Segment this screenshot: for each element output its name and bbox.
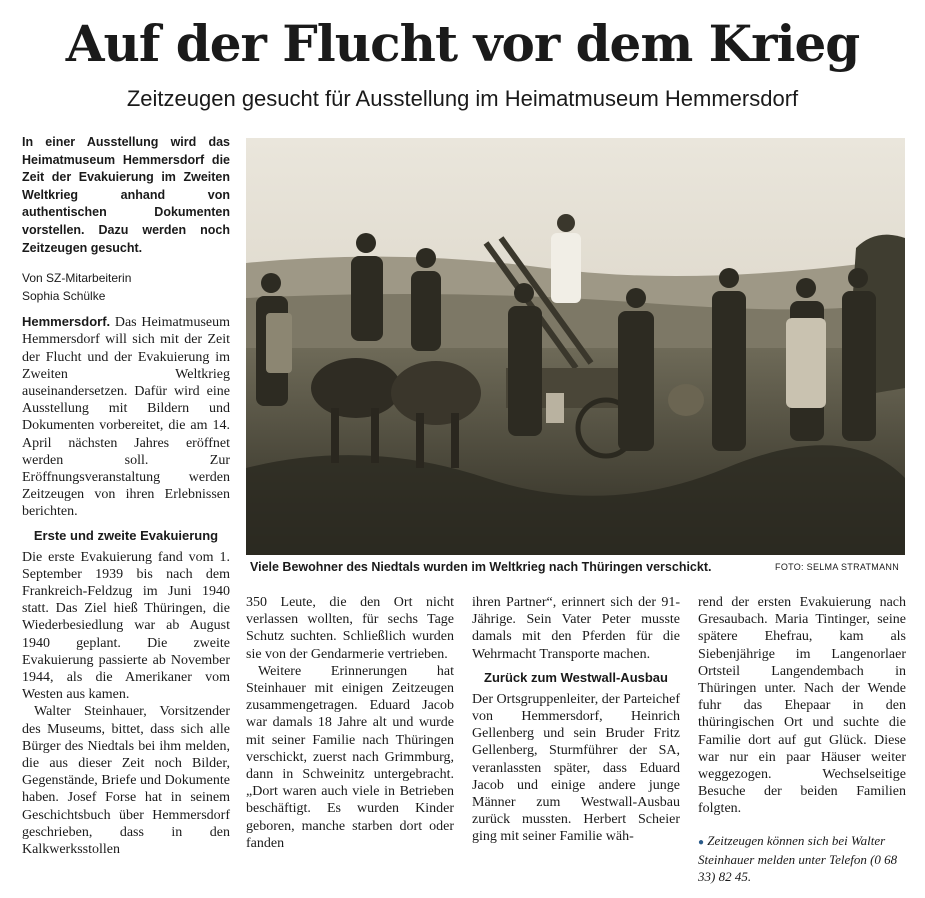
paragraph-7: rend der ersten Evakuierung nach Gresaubach. Maria Tintinger, seine spätere Ehefrau, kam als Siebenjährige im Langenorlaer Ortsteil Langendembach in Thüringen unter. Nach der Wende fuhr das Ehepaar in den thüringischen Ort und suchte die Familie dort auf gut Glück. Diese war nur ein paar Häuser weiter weggezogen. Wechselseitige Besuche der beiden Familien folgten. bbox=[698, 595, 906, 817]
lead-paragraph: In einer Ausstellung wird das Heimatmuseum Hemmersdorf die Zeit der Evakuierung im Zweiten Weltkrieg anhand von authentischen Dokumenten vorstellen. Dazu werden noch Zeitzeugen gesucht. bbox=[22, 135, 230, 255]
contact-note-text: Zeitzeugen können sich bei Walter Steinhauer melden unter Telefon (0 68 33) 82 45. bbox=[698, 832, 898, 885]
paragraph-6: Der Ortsgruppenleiter, der Parteichef von Hemmersdorf, Heinrich Gellenberg und sein Bruder Fritz Gellenberg, Sturmführer der SA, veranlassten später, dass Eduard Jacob und einige andere junge Männer zum Westwall-Ausbau zurück mussten. Herbert Scheier ging mit seiner Familie wäh- bbox=[472, 691, 680, 845]
byline-role: Von SZ-Mitarbeiterin bbox=[22, 271, 132, 286]
byline-author: Sophia Schülke bbox=[22, 289, 106, 304]
contact-note bbox=[698, 832, 906, 886]
subheading-evacuation: Erste und zweite Evakuierung bbox=[33, 527, 219, 543]
photo-caption-bar bbox=[246, 558, 905, 578]
paragraph-3: 350 Leute, die den Ort nicht verlassen wollten, für sechs Tage Schutz suchten. Schließlich wurden sie von der Gendarmerie vertrieben. bbox=[246, 595, 454, 662]
paragraph-4: Weitere Erinnerungen hat Steinhauer mit einigen Zeitzeugen zusammengetragen. Eduard Jacob war damals 18 Jahre alt und wurde mit seiner Familie nach Thüringen verschickt, zuerst nach Grimmburg, dann in Schweinitz untergebracht. „Dort waren auch viele in Betrieben beschäftigt. Es wurden Kinder geboren, manche starben dort oder fanden bbox=[246, 663, 454, 851]
subheading-westwall: Zurück zum Westwall-Ausbau bbox=[484, 669, 668, 685]
photo-caption: Viele Bewohner des Niedtals wurden im Weltkrieg nach Thüringen verschickt. bbox=[250, 560, 712, 574]
paragraph-5: ihren Partner“, erinnert sich der 91-Jährige. Sein Vater Peter musste damals mit den Pferden für die Wehrmacht Transporte machen. bbox=[472, 595, 680, 662]
column-3 bbox=[472, 594, 680, 846]
paragraph-1: Die erste Evakuierung fand vom 1. September 1939 bis nach dem Frankreich-Feldzug im Juni 1940 statt. Das Ziel hieß Thüringen, die Wiederbesiedlung war ab August 1940 geplant. Die zweite Evakuierung passierte ab November 1944, als die Amerikaner vom Westen aus kamen. bbox=[22, 549, 230, 703]
intro-text: Das Heimatmuseum Hemmersdorf will sich mit der Zeit der Flucht und der Evakuierung im Zweiten Weltkrieg auseinandersetzen. Dafür wird eine Ausstellung mit Bildern und Dokumenten vorbereitet, die am 14. April nächsten Jahres eröffnet werden soll. Zur Eröffnungsveranstaltung werden Zeitzeugen von ihren Erlebnissen berichten. bbox=[22, 315, 230, 520]
historic-photo bbox=[246, 138, 905, 555]
left-column bbox=[22, 134, 230, 858]
column-2 bbox=[246, 594, 454, 852]
subheadline: Zeitzeugen gesucht für Ausstellung im Heimatmuseum Hemmersdorf bbox=[126, 86, 799, 111]
dateline: Hemmersdorf. bbox=[22, 314, 111, 330]
paragraph-2: Walter Steinhauer, Vorsitzender des Museums, bittet, dass sich alle Bürger des Niedtals bei ihm melden, die aus dieser Zeit noch Bilder, Gegenstände, Briefe und Dokumente haben. Josef Forse hat in seinem Geschichtsbuch über Hemmersdorf geschrieben, dass in den Kalkwerksstollen bbox=[22, 704, 230, 858]
headline: Auf der Flucht vor dem Krieg bbox=[65, 14, 860, 73]
sepia-group-photo bbox=[246, 138, 905, 555]
column-4 bbox=[698, 594, 906, 898]
photo-credit: FOTO: SELMA STRATMANN bbox=[775, 562, 899, 572]
byline bbox=[22, 269, 230, 305]
intro-paragraph bbox=[22, 313, 230, 520]
bullet-icon: ● bbox=[698, 836, 705, 848]
